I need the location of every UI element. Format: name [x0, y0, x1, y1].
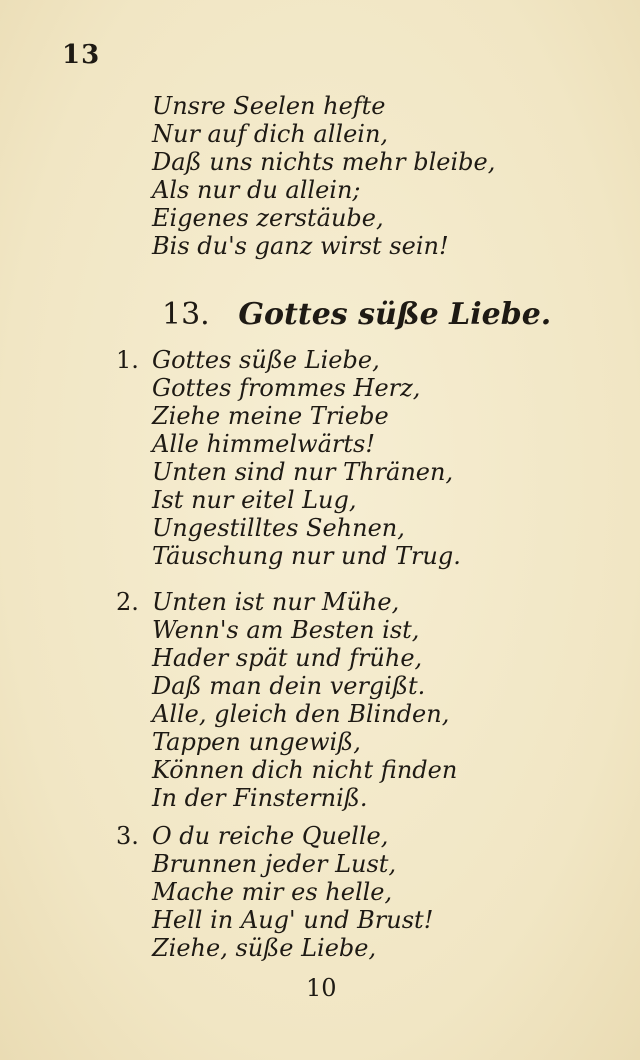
hymn-number: 13.: [162, 297, 210, 332]
stanza-line: Alle, gleich den Blinden,: [152, 700, 450, 728]
intro-line: Unsre Seelen hefte: [152, 92, 386, 120]
stanza-line: Hader spät und frühe,: [152, 644, 423, 672]
stanza-number: 2.: [116, 588, 139, 616]
stanza-number: 1.: [116, 346, 139, 374]
stanza-line: Alle himmelwärts!: [152, 430, 375, 458]
stanza-line: Können dich nicht finden: [152, 756, 458, 784]
stanza-line: Wenn's am Besten ist,: [152, 616, 420, 644]
stanza-line: Daß man dein vergißt.: [152, 672, 426, 700]
stanza-line: Brunnen jeder Lust,: [152, 850, 397, 878]
intro-line: Nur auf dich allein,: [152, 120, 389, 148]
intro-line: Als nur du allein;: [152, 176, 361, 204]
hymn-title-text: Gottes süße Liebe.: [238, 297, 552, 332]
stanza-line: Hell in Aug' und Brust!: [152, 906, 434, 934]
page-footer-number: 10: [306, 974, 337, 1002]
stanza-line: O du reiche Quelle,: [152, 822, 389, 850]
stanza-line: Unten ist nur Mühe,: [152, 588, 400, 616]
stanza-line: Ziehe meine Triebe: [152, 402, 389, 430]
stanza-line: Tappen ungewiß,: [152, 728, 361, 756]
intro-line: Daß uns nichts mehr bleibe,: [152, 148, 496, 176]
stanza-line: Gottes süße Liebe,: [152, 346, 380, 374]
stanza-line: Täuschung nur und Trug.: [152, 542, 461, 570]
stanza-number: 3.: [116, 822, 139, 850]
intro-line: Bis du's ganz wirst sein!: [152, 232, 449, 260]
stanza-line: In der Finsterniß.: [152, 784, 368, 812]
stanza-line: Gottes frommes Herz,: [152, 374, 421, 402]
stanza-line: Ist nur eitel Lug,: [152, 486, 357, 514]
stanza-line: Mache mir es helle,: [152, 878, 393, 906]
stanza-line: Ziehe, süße Liebe,: [152, 934, 377, 962]
stanza-line: Ungestilltes Sehnen,: [152, 514, 405, 542]
intro-line: Eigenes zerstäube,: [152, 204, 384, 232]
page-header-number: 13: [62, 40, 101, 70]
stanza-line: Unten sind nur Thränen,: [152, 458, 454, 486]
hymn-title: [162, 298, 551, 332]
